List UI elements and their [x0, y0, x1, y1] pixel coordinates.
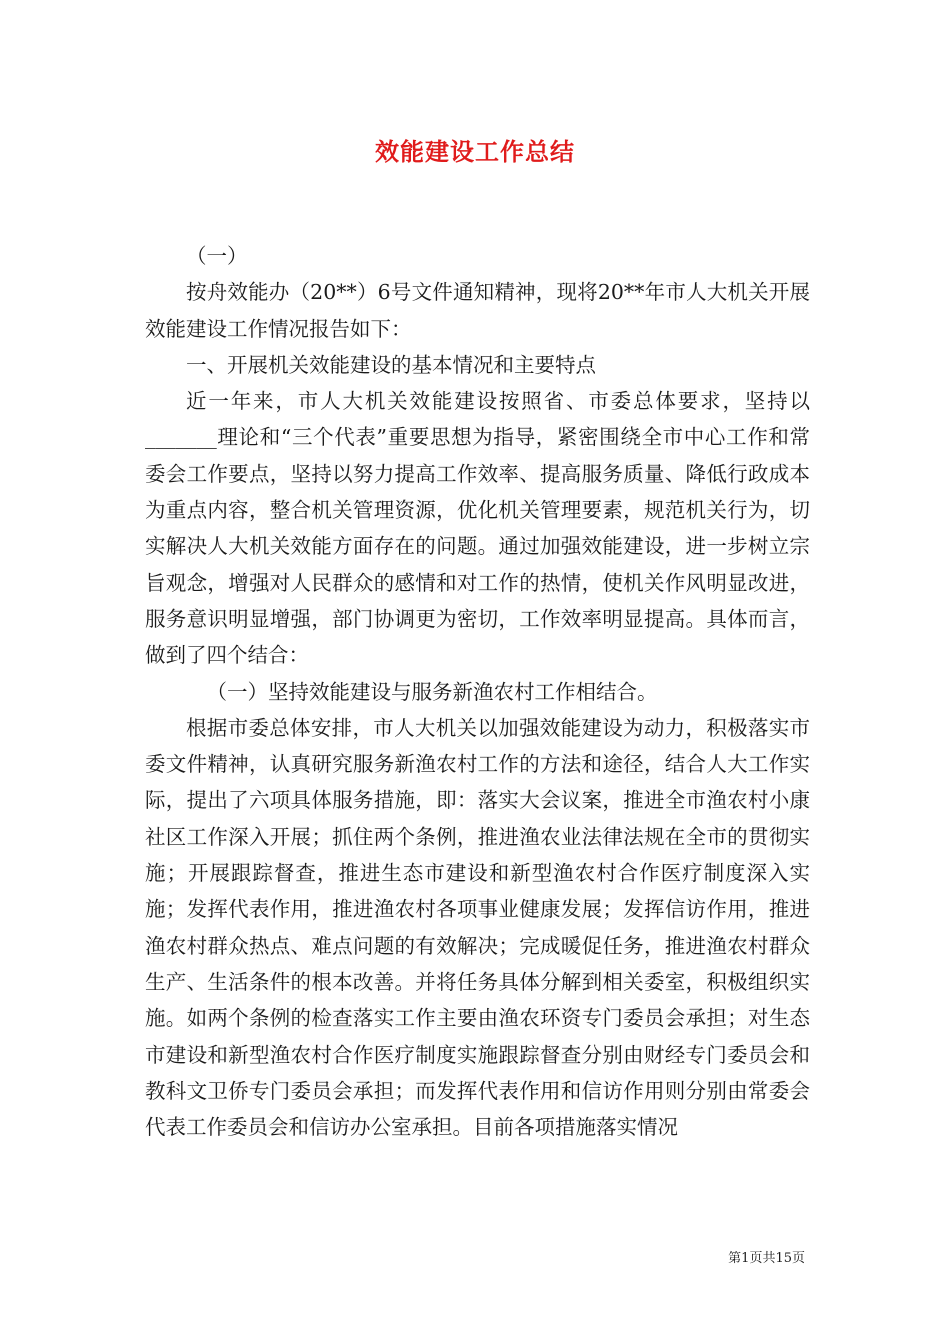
body-paragraph: 近一年来，市人大机关效能建设按照省、市委总体要求，坚持以_______理论和“三个代表”重要思想为指导，紧密围绕全市中心工作和常委会工作要点，坚持以努力提高工作效率、提高服务质量、降低行政成本为重点内容，整合机关管理资源，优化机关管理要素，规范机关行为，切实解决人大机关效能方面存在的问题。通过加强效能建设，进一步树立宗旨观念，增强对人民群众的感情和对工作的热情，使机关作风明显改进，服务意识明显增强，部门协调更为密切，工作效率明显提高。具体而言，做到了四个结合：: [145, 389, 810, 668]
document-body: [145, 238, 810, 1145]
section-marker: （一）: [186, 244, 248, 268]
intro-paragraph: 按舟效能办（20**）6号文件通知精神，现将20**年市人大机关开展效能建设工作情况报告如下：: [145, 280, 810, 341]
page-number: 第1页共15页: [728, 1251, 805, 1266]
section-heading-1: 一、开展机关效能建设的基本情况和主要特点: [186, 352, 596, 377]
body-paragraph: 根据市委总体安排，市人大机关以加强效能建设为动力，积极落实市委文件精神，认真研究服务新渔农村工作的方法和途径，结合人大工作实际，提出了六项具体服务措施，即：落实大会议案，推进全市渔农村小康社区工作深入开展；抓住两个条例，推进渔农业法律法规在全市的贯彻实施；开展跟踪督查，推进生态市建设和新型渔农村合作医疗制度深入实施；发挥代表作用，推进渔农村各项事业健康发展；发挥信访作用，推进渔农村群众热点、难点问题的有效解决；完成暖促任务，推进渔农村群众生产、生活条件的根本改善。并将任务具体分解到相关委室，积极组织实施。如两个条例的检查落实工作主要由渔农环资专门委员会承担；对生态市建设和新型渔农村合作医疗制度实施跟踪督查分别由财经专门委员会和教科文卫侨专门委员会承担；而发挥代表作用和信访作用则分别由常委会代表工作委员会和信访办公室承担。目前各项措施落实情况: [145, 715, 810, 1140]
subsection-heading-1: （一）坚持效能建设与服务新渔农村工作相结合。: [206, 679, 658, 704]
document-title: 效能建设工作总结: [375, 137, 575, 166]
